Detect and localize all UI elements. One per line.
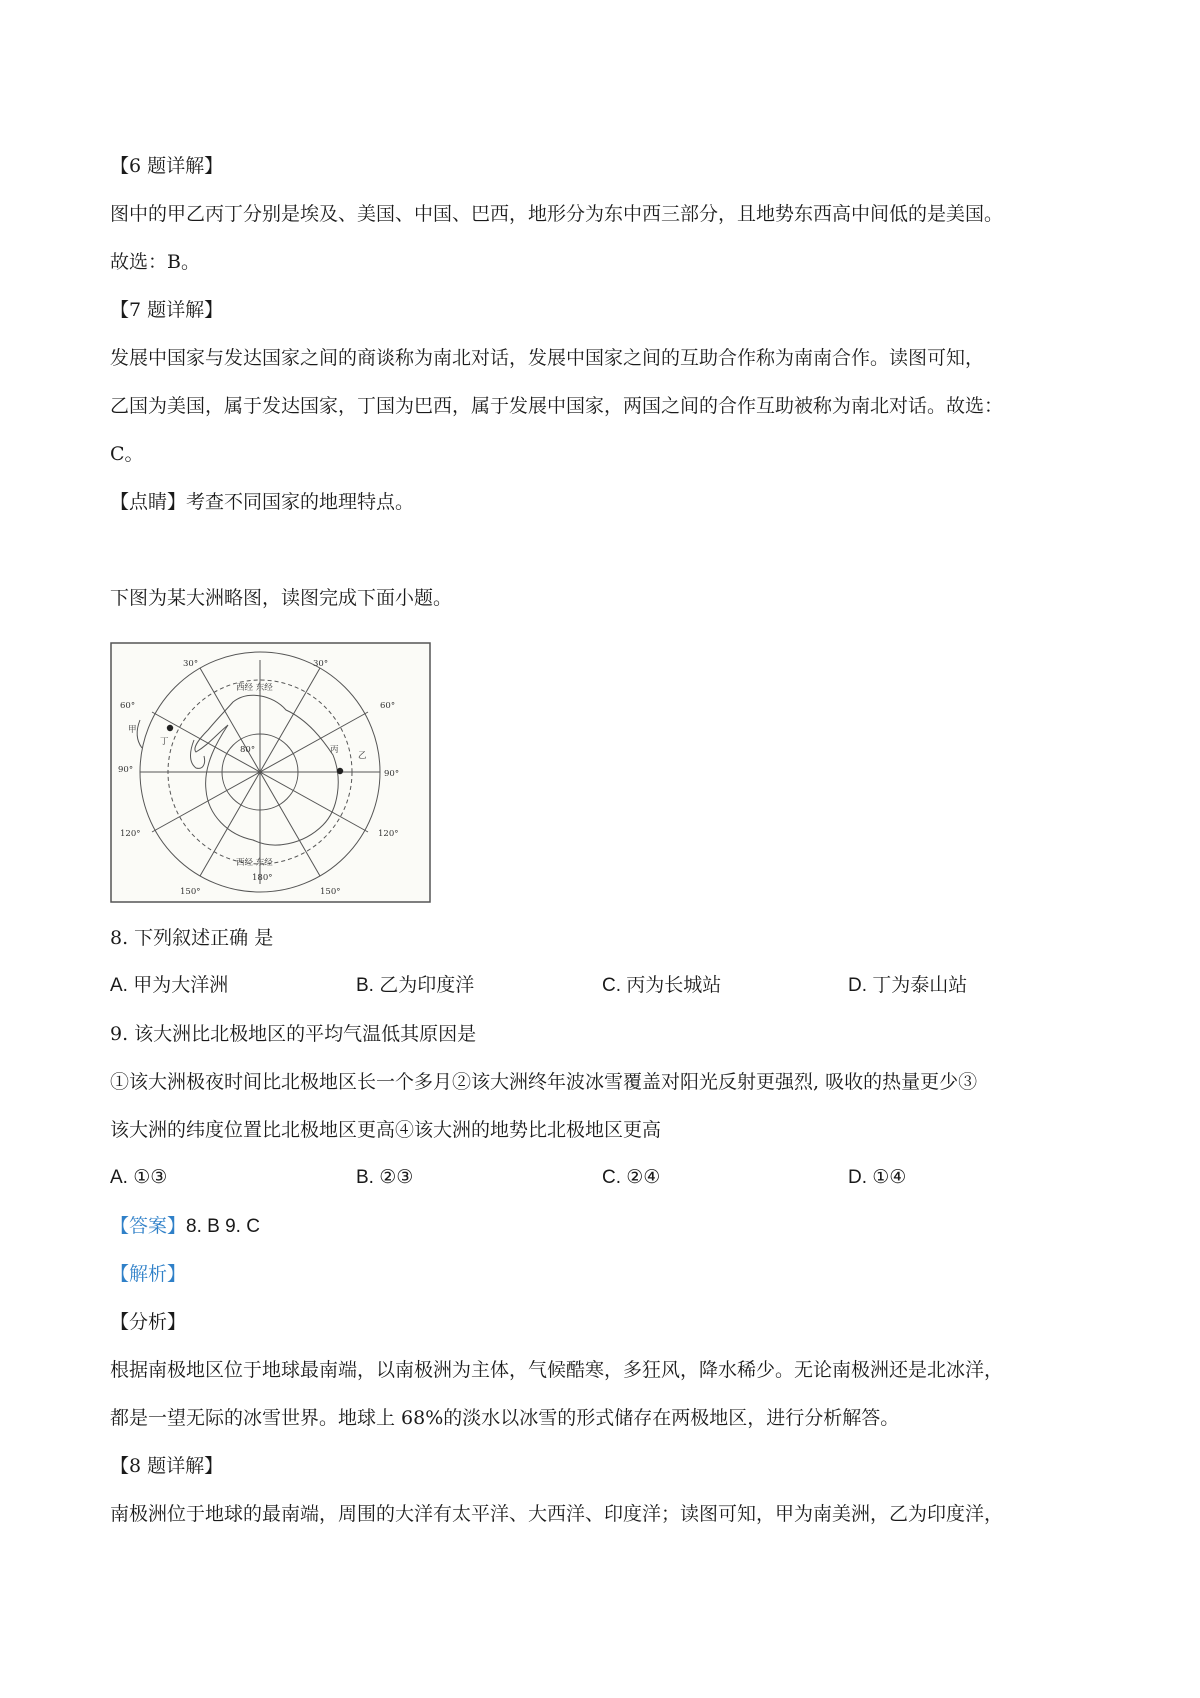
place-label-yi: 乙	[358, 751, 367, 761]
place-label-jia: 甲	[128, 725, 137, 735]
option-8b: B. 乙为印度洋	[356, 975, 475, 996]
question-9-line1: ①该大洲极夜时间比北极地区长一个多月②该大洲终年波冰雪覆盖对阳光反射更强烈, 吸收的热量更少③	[110, 1071, 978, 1093]
answer-text: 8. B 9. C	[186, 1216, 260, 1237]
question-9-options	[110, 1166, 1010, 1190]
place-label-bing: 丙	[330, 745, 339, 755]
paragraph-q6-line2: 故选：B。	[110, 251, 200, 273]
paragraph-q6-line1: 图中的甲乙丙丁分别是埃及、美国、中国、巴西，地形分为东中西三部分，且地势东西高中间低的是美国。	[110, 203, 1004, 225]
lon-label-60w: 60°	[120, 701, 136, 711]
hemi-label-top: 西经 东经	[236, 683, 273, 693]
heading-analysis: 【分析】	[110, 1311, 187, 1333]
lon-label-180: 180°	[252, 873, 273, 883]
question-8: 8. 下列叙述正确 是	[110, 927, 274, 949]
hemi-label-bottom: 西经 东经	[236, 858, 273, 868]
option-9a: A. ①③	[110, 1167, 168, 1188]
option-8a: A. 甲为大洋洲	[110, 975, 229, 996]
question-9-line2: 该大洲的纬度位置比北极地区更高④该大洲的地势比北极地区更高	[110, 1119, 662, 1141]
question-8-options	[110, 974, 1010, 998]
lat-label-80: 80°	[240, 745, 256, 755]
lon-label-120w: 120°	[120, 829, 141, 839]
lon-label-150e: 150°	[320, 887, 341, 897]
analysis-tag: 【解析】	[110, 1263, 187, 1285]
paragraph-q8-line1: 南极洲位于地球的最南端，周围的大洋有太平洋、大西洋、印度洋；读图可知，甲为南美洲，乙为印度洋，	[110, 1503, 1004, 1525]
heading-q7-detail: 【7 题详解】	[110, 299, 224, 321]
answer-tag: 【答案】	[110, 1215, 187, 1237]
antarctica-map	[108, 640, 433, 905]
option-8c: C. 丙为长城站	[602, 975, 722, 996]
analysis-line2: 都是一望无际的冰雪世界。地球上 68%的淡水以冰雪的形式储存在两极地区，进行分析解答。	[110, 1407, 900, 1429]
option-9b: B. ②③	[356, 1167, 414, 1188]
option-8d: D. 丁为泰山站	[848, 975, 968, 996]
analysis-line1: 根据南极地区位于地球最南端，以南极洲为主体，气候酷寒，多狂风，降水稀少。无论南极洲还是北冰洋，	[110, 1359, 1004, 1381]
lon-label-90e: 90°	[384, 769, 400, 779]
intro-line: 下图为某大洲略图，读图完成下面小题。	[110, 587, 453, 609]
place-label-ding: 丁	[160, 737, 169, 747]
lon-label-60e: 60°	[380, 701, 396, 711]
paragraph-q7-line1: 发展中国家与发达国家之间的商谈称为南北对话，发展中国家之间的互助合作称为南南合作。读图可知，	[110, 347, 985, 369]
lon-label-90w: 90°	[118, 765, 134, 775]
heading-q6-detail: 【6 题详解】	[110, 155, 224, 177]
lon-label-120e: 120°	[378, 829, 399, 839]
tip-line: 【点睛】考查不同国家的地理特点。	[110, 491, 415, 513]
paragraph-q7-line2: 乙国为美国，属于发达国家，丁国为巴西，属于发展中国家，两国之间的合作互助被称为南北对话。故选：	[110, 395, 1004, 417]
answer-line	[110, 1214, 260, 1239]
lon-label-150w: 150°	[180, 887, 201, 897]
lon-label-30w: 30°	[183, 659, 199, 669]
question-9: 9. 该大洲比北极地区的平均气温低其原因是	[110, 1023, 477, 1045]
option-9c: C. ②④	[602, 1167, 661, 1188]
lon-label-30e: 30°	[313, 659, 329, 669]
option-9d: D. ①④	[848, 1167, 907, 1188]
heading-q8-detail: 【8 题详解】	[110, 1455, 224, 1477]
station-dot-bing	[337, 768, 343, 774]
paragraph-q7-line3: C。	[110, 443, 144, 465]
station-dot-ding	[167, 725, 173, 731]
